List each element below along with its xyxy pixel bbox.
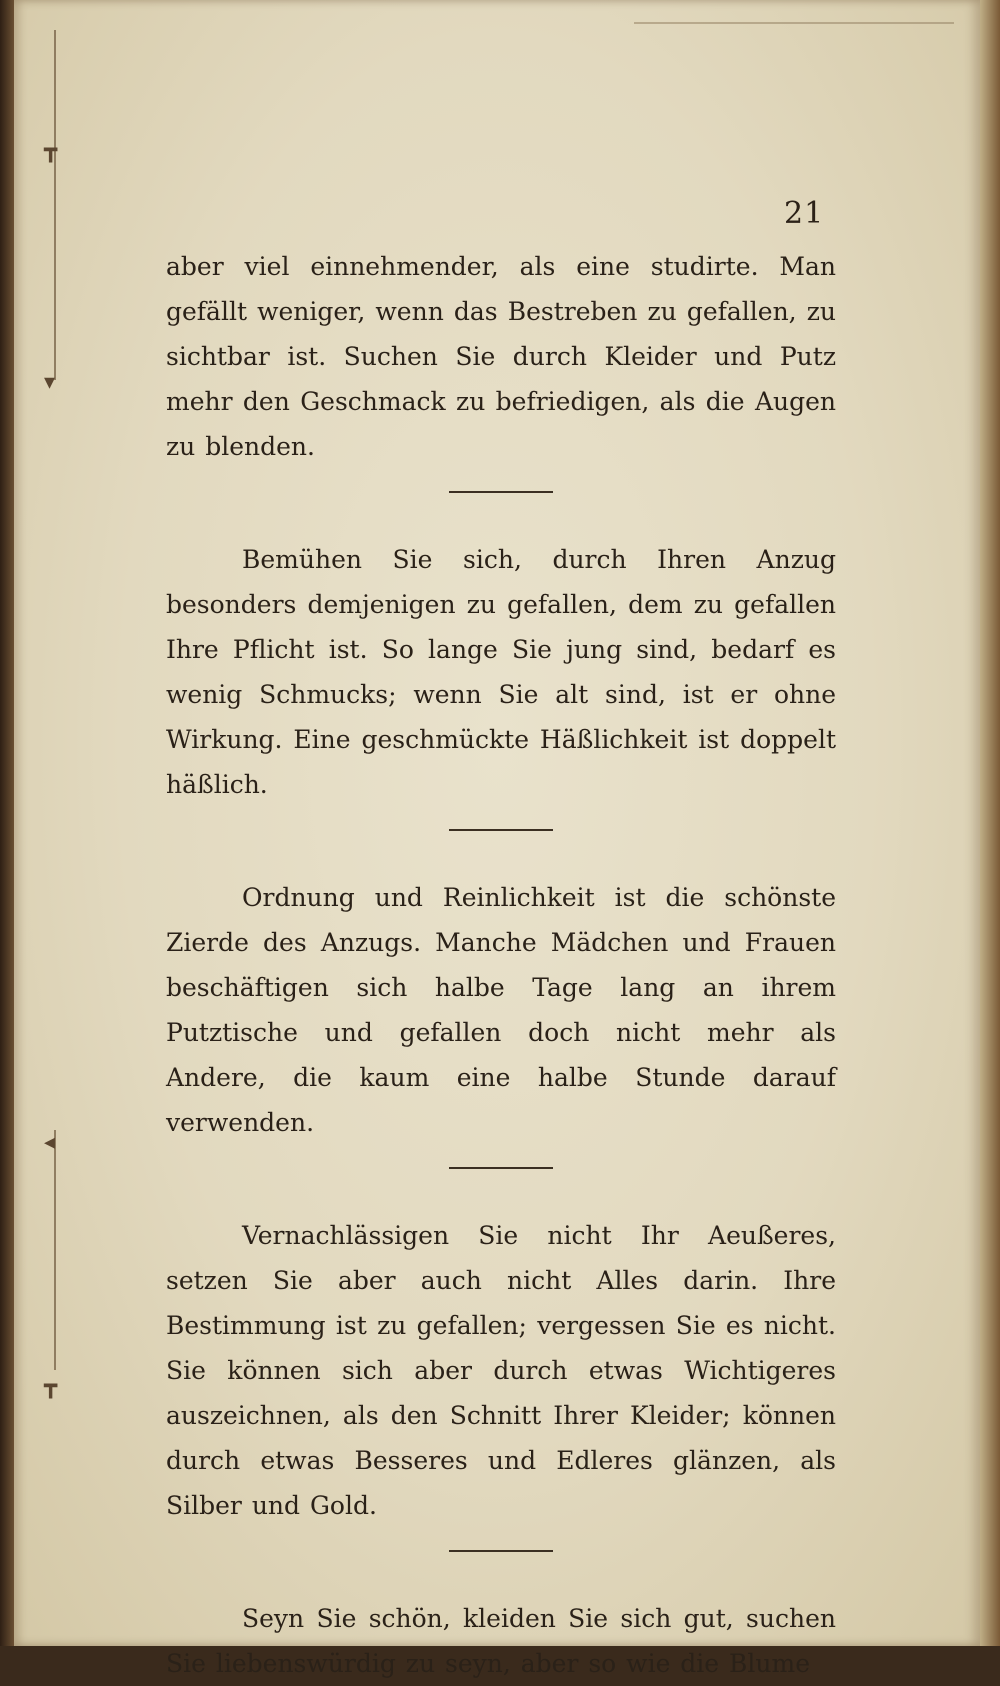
book-edge-right [980, 0, 1000, 1646]
margin-mark-icon: ▾ [44, 370, 56, 395]
margin-mark-icon: ◂ [44, 1130, 56, 1155]
page-number: 21 [784, 196, 825, 231]
margin-mark-icon: ┳ [44, 138, 58, 163]
margin-line-lower [54, 1130, 56, 1370]
section-divider [449, 491, 553, 493]
top-rule [634, 22, 954, 24]
paragraph-4: Vernachlässigen Sie nicht Ihr Aeußeres, setzen Sie aber auch nicht Alles darin. Ihre Bestimmung ist zu gefallen; vergessen Sie es nicht. Sie können sich aber durch etwas Wichtigeres auszeichnen, als den Schnitt Ihrer Kleider; können durch etwas Besseres und Edleres glänzen, als Silber und Gold. [166, 1221, 836, 1520]
book-page [14, 0, 980, 1678]
section-divider [449, 829, 553, 831]
book-binding-left [0, 0, 14, 1646]
margin-mark-icon: ┳ [44, 1374, 58, 1399]
paragraph-1: aber viel einnehmender, als eine studirte. Man gefällt weniger, wenn das Bestreben zu gefallen, zu sichtbar ist. Suchen Sie durch Kleider und Putz mehr den Geschmack zu befriedigen, als die Augen zu blenden. [166, 252, 836, 461]
paragraph-2: Bemühen Sie sich, durch Ihren Anzug besonders demjenigen zu gefallen, dem zu gefallen Ihre Pflicht ist. So lange Sie jung sind, bedarf es wenig Schmucks; wenn Sie alt sind, ist er ohne Wirkung. Eine geschmückte Häßlichkeit ist doppelt häßlich. [166, 545, 836, 799]
paragraph-5: Seyn Sie schön, kleiden Sie sich gut, suchen Sie liebenswürdig zu seyn, aber so wie die Blume [166, 1604, 836, 1678]
paragraph-3: Ordnung und Reinlichkeit ist die schönste Zierde des Anzugs. Manche Mädchen und Frauen beschäftigen sich halbe Tage lang an ihrem Putztische und gefallen doch nicht mehr als Andere, die kaum eine halbe Stunde darauf verwenden. [166, 883, 836, 1137]
margin-line-upper [54, 30, 56, 380]
section-divider [449, 1550, 553, 1552]
page-text [166, 244, 836, 1686]
section-divider [449, 1167, 553, 1169]
